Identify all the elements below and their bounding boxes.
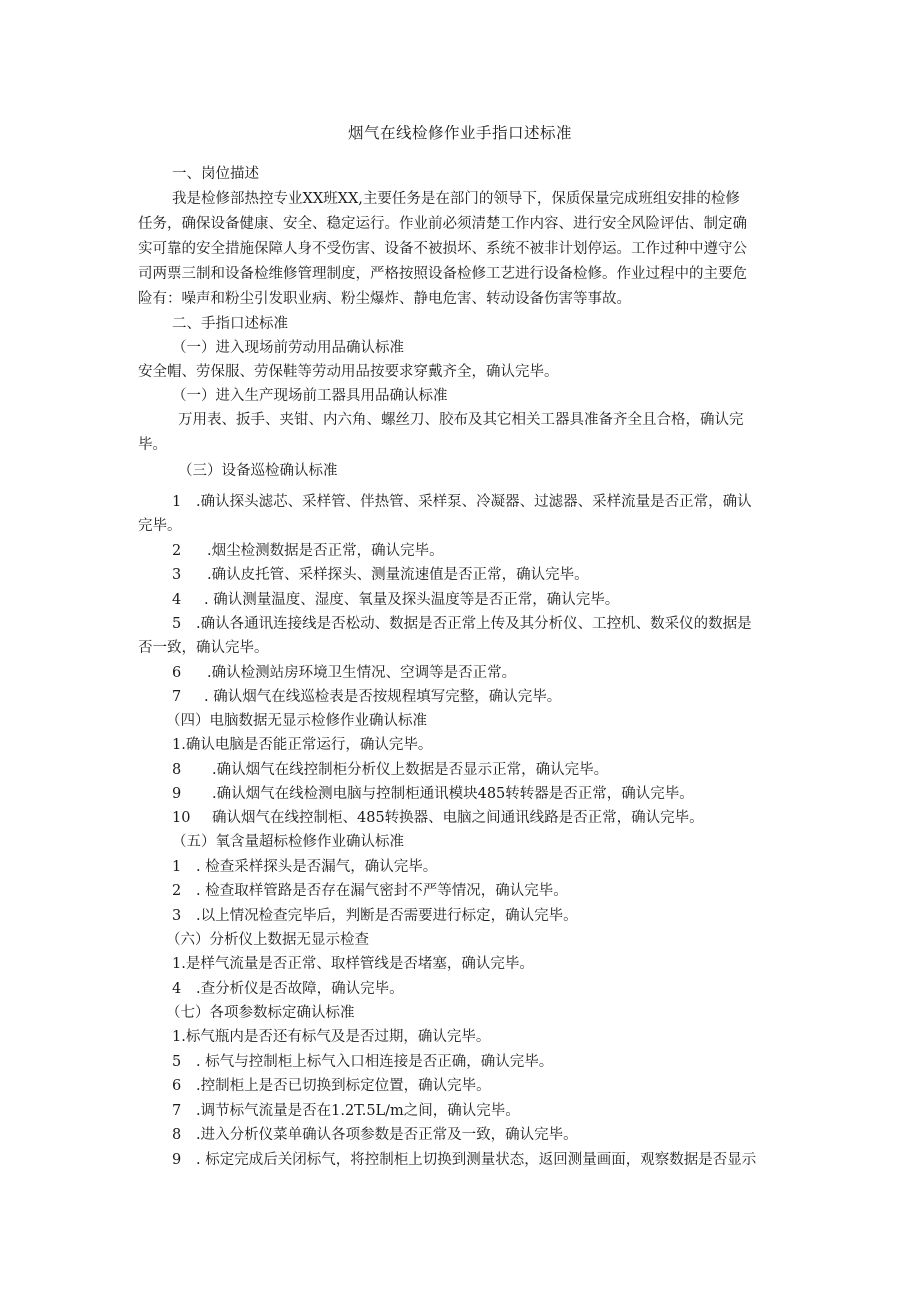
list-item-text: . 确认烟气在线巡检表是否按规程填写完整，确认完毕。: [204, 689, 562, 705]
list-item: [172, 979, 404, 999]
list-item-number: 1.: [172, 737, 186, 753]
list-item-number: 8: [172, 1127, 182, 1143]
list-item-number: 10: [172, 810, 191, 826]
list-item: [172, 1101, 520, 1121]
list-item: [172, 663, 516, 683]
list-item: [172, 784, 694, 804]
paragraph-line: 万用表、扳手、夹钳、内六角、螺丝刀、胶布及其它相关工器具准备齐全且合格，确认完: [178, 412, 744, 428]
list-item-number: 1: [172, 859, 182, 875]
list-item-number: 8: [172, 762, 182, 778]
list-item-text: . 标气与控制柜上标气入口相连接是否正确，确认完毕。: [196, 1054, 554, 1070]
list-item-number: 3: [172, 908, 182, 924]
list-item-number: 7: [172, 689, 182, 705]
paragraph-line: 毕。: [138, 437, 167, 453]
list-item-text: 确认电脑是否能正常运行，确认完毕。: [185, 737, 433, 753]
list-item-text: .以上情况检查完毕后，判断是否需要进行标定，确认完毕。: [196, 908, 578, 924]
list-item-text: .确认检测站房环境卫生情况、空调等是否正常。: [207, 665, 517, 681]
paragraph-line: 任务，确保设备健康、安全、稳定运行。作业前必须清楚工作内容、进行安全风险评估、制定确: [138, 216, 747, 232]
list-item-number: 1.: [172, 1029, 186, 1045]
list-item-number: 5: [172, 616, 182, 632]
list-item: [172, 492, 752, 512]
list-item-text: .查分析仪是否故障，确认完毕。: [196, 981, 404, 997]
list-item-number: 4: [172, 592, 182, 608]
list-item-number: 2: [172, 543, 182, 559]
subsection-heading: （四）电脑数据无显示检修作业确认标准: [166, 713, 427, 729]
list-item-number: 4: [172, 981, 182, 997]
list-item-text: .控制柜上是否已切换到标定位置，确认完毕。: [196, 1078, 491, 1094]
list-item: [172, 760, 608, 780]
section-heading-job-description: 一、岗位描述: [172, 166, 259, 182]
subsection-heading: （一）进入生产现场前工器具用品确认标准: [172, 388, 448, 404]
list-item-text: .确认烟气在线控制柜分析仪上数据是否显示正常，确认完毕。: [212, 762, 609, 778]
list-item-text: .进入分析仪菜单确认各项参数是否正常及一致，确认完毕。: [196, 1127, 578, 1143]
list-item-text: .确认皮托管、采样探头、测量流速值是否正常，确认完毕。: [207, 567, 589, 583]
list-item-text: 标气瓶内是否还有标气及是否过期，确认完毕。: [185, 1029, 491, 1045]
section-heading-standards: 二、手指口述标准: [172, 316, 288, 332]
list-item-text: . 确认测量温度、湿度、氧量及探头温度等是否正常，确认完毕。: [204, 592, 620, 608]
list-item-text: . 检查取样管路是否存在漏气密封不严等情况，确认完毕。: [196, 883, 568, 899]
list-item-text: .烟尘检测数据是否正常，确认完毕。: [207, 543, 444, 559]
list-item: [172, 881, 568, 901]
list-item-number: 6: [172, 1078, 182, 1094]
list-item: [172, 735, 432, 755]
paragraph-line: 司两票三制和设备检维修管理制度，严格按照设备检修工艺进行设备检修。作业过程中的主要危: [138, 266, 747, 282]
list-item: [172, 857, 437, 877]
list-item-number: 5: [172, 1054, 182, 1070]
list-item-text: 是样气流量是否正常、取样管线是否堵塞，确认完毕。: [185, 956, 534, 972]
list-item-text: .确认各通讯连接线是否松动、数据是否正常上传及其分析仪、工控机、数采仪的数据是: [196, 616, 752, 632]
list-item: [172, 1052, 553, 1072]
list-item: [172, 954, 534, 974]
list-item-number: 1: [172, 494, 182, 510]
list-item-continuation: 完毕。: [138, 518, 182, 534]
list-item: [172, 1125, 578, 1145]
subsection-heading: （五）氧含量超标检修作业确认标准: [172, 834, 404, 850]
paragraph-line: 我是检修部热控专业XX班XX,主要任务是在部门的领导下，保质保量完成班组安排的检修: [172, 191, 740, 207]
list-item-number: 2: [172, 883, 182, 899]
list-item-text: .调节标气流量是否在1.2T.5L∕m之间，确认完毕。: [196, 1103, 520, 1119]
list-item-number: 3: [172, 567, 182, 583]
paragraph-line: 安全帽、劳保服、劳保鞋等劳动用品按要求穿戴齐全，确认完毕。: [138, 364, 559, 380]
list-item: [172, 1027, 490, 1047]
subsection-heading: （六）分析仪上数据无显示检查: [166, 932, 369, 948]
list-item-number: 9: [172, 1152, 182, 1168]
list-item-number: 6: [172, 665, 182, 681]
list-item-text: .确认探头滤芯、采样管、伴热管、采样泵、冷凝器、过滤器、采样流量是否正常，确认: [196, 494, 752, 510]
list-item-text: . 检查采样探头是否漏气，确认完毕。: [196, 859, 438, 875]
list-item: [172, 1150, 756, 1170]
list-item-text: . 标定完成后关闭标气，将控制柜上切换到测量状态，返回测量画面，观察数据是否显示: [196, 1152, 757, 1168]
list-item: [172, 1076, 491, 1096]
subsection-heading: （一）进入现场前劳动用品确认标准: [172, 340, 404, 356]
paragraph-line: 险有：噪声和粉尘引发职业病、粉尘爆炸、静电危害、转动设备伤害等事故。: [138, 291, 631, 307]
list-item: [172, 541, 444, 561]
list-item-number: 9: [172, 786, 182, 802]
subsection-heading: （三）设备巡检确认标准: [178, 463, 338, 479]
list-item-text: .确认烟气在线检测电脑与控制柜通讯模块485转转器是否正常，确认完毕。: [212, 786, 694, 802]
paragraph-line: 实可靠的安全措施保障人身不受伤害、设备不被损坏、系统不被非计划停运。工作过种中遵守公: [138, 241, 747, 257]
list-item: [172, 687, 561, 707]
list-item: [172, 565, 589, 585]
list-item: [172, 614, 752, 634]
list-item: [172, 808, 704, 828]
list-item-number: 7: [172, 1103, 182, 1119]
list-item-text: 确认烟气在线控制柜、485转换器、电脑之间通讯线路是否正常，确认完毕。: [212, 810, 704, 826]
list-item-continuation: 否一致，确认完毕。: [138, 640, 269, 656]
document-title: 烟气在线检修作业手指口述标准: [347, 124, 572, 142]
list-item: [172, 906, 578, 926]
list-item: [172, 590, 619, 610]
list-item-number: 1.: [172, 956, 186, 972]
subsection-heading: （七）各项参数标定确认标准: [166, 1005, 355, 1021]
